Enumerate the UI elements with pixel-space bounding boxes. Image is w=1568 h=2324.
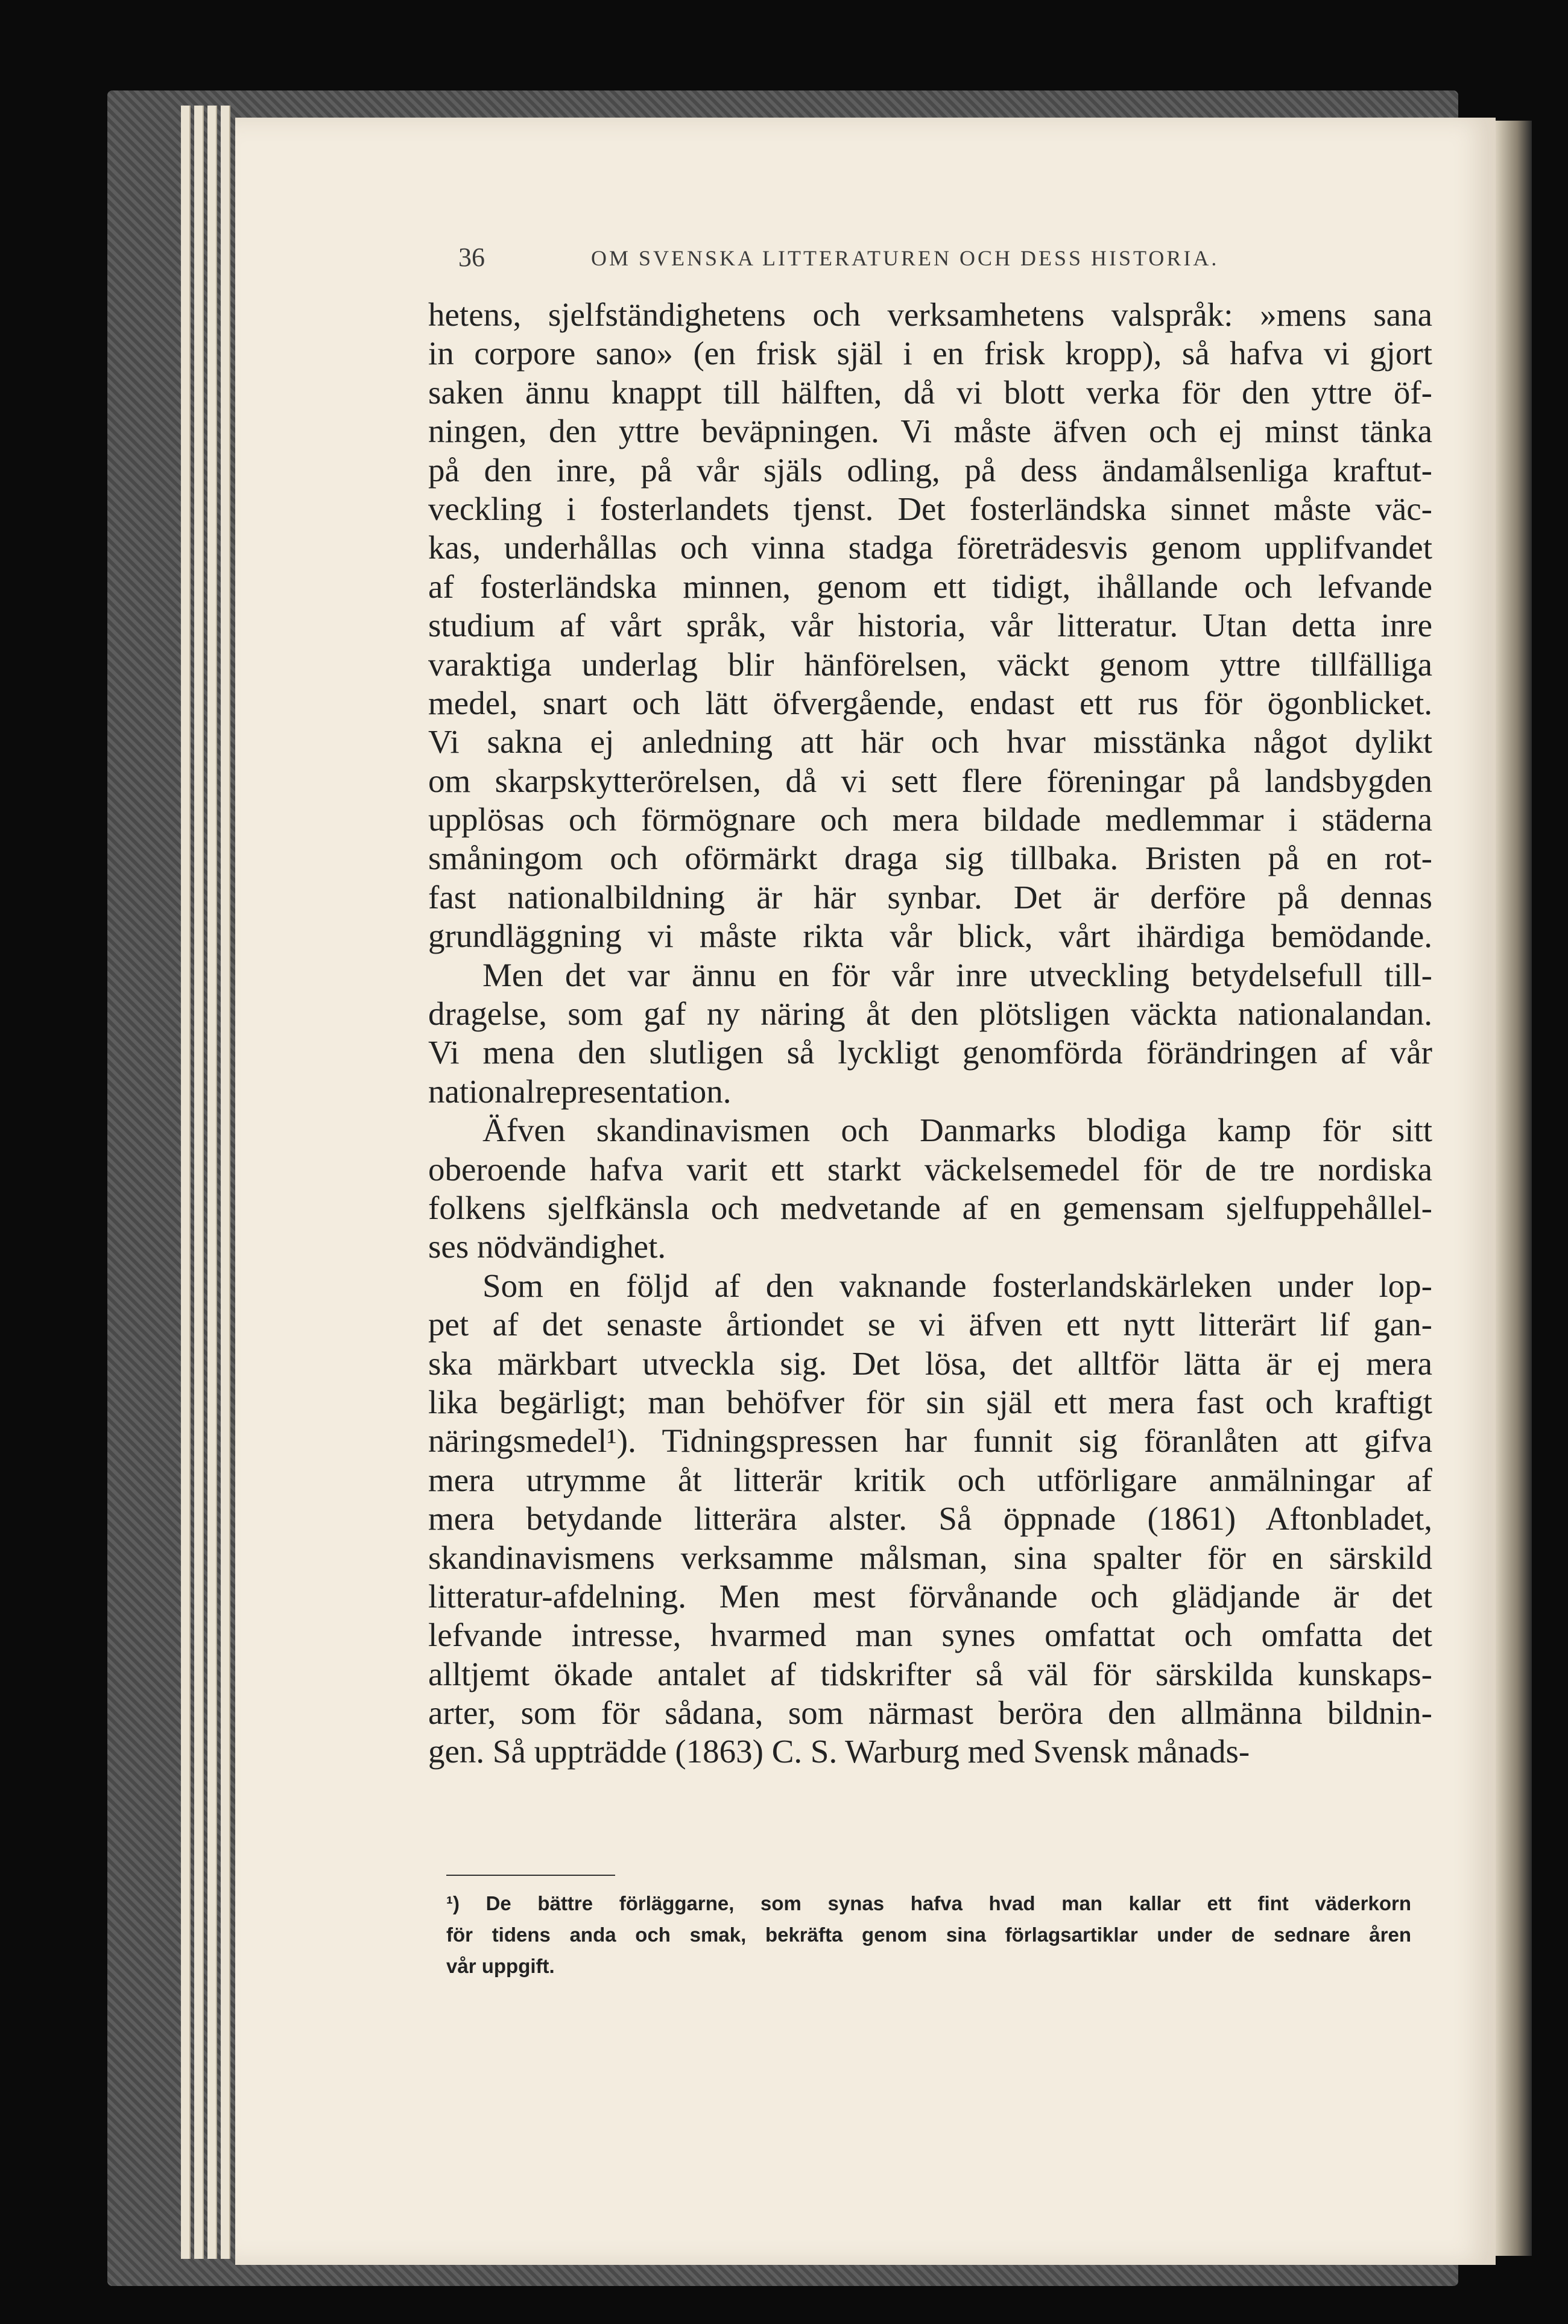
text-line: nationalrepresentation. <box>428 1072 732 1110</box>
text-line: Vi sakna ej anledning att här och hvar misstänka något dylikt <box>428 723 1432 761</box>
text-line: Men det var ännu en för vår inre utveckling betydelsefull till- <box>482 956 1432 993</box>
running-header <box>458 244 1279 280</box>
footnote-line: för tidens anda och smak, bekräfta genom sina förlagsartiklar under de sednare åren <box>446 1923 1411 1946</box>
book-gutter <box>1496 121 1532 2256</box>
text-line: mera utrymme åt litterär kritik och utförligare anmälningar af <box>428 1461 1432 1498</box>
text-line: dragelse, som gaf ny näring åt den plötsligen väckta nationalandan. <box>428 995 1432 1033</box>
text-line: fast nationalbildning är här synbar. Det är derföre på dennas <box>428 878 1432 916</box>
text-line: studium af vårt språk, vår historia, vår litteratur. Utan detta inre <box>428 607 1432 644</box>
text-line: lefvande intresse, hvarmed man synes omfattat och omfatta det <box>428 1616 1432 1654</box>
footnote-rule <box>446 1875 615 1876</box>
text-line: kas, underhållas och vinna stadga företrädesvis genom upplifvandet <box>428 529 1432 566</box>
text-line: alltjemt ökade antalet af tidskrifter så väl för särskilda kunskaps- <box>428 1655 1432 1692</box>
text-line: näringsmedel¹). Tidningspressen har funnit sig föranlåten att gifva <box>428 1422 1432 1460</box>
page-edge <box>207 106 217 2259</box>
text-line: saken ännu knappt till hälften, då vi blott verka för den yttre öf- <box>428 373 1432 411</box>
page-edge <box>221 106 230 2259</box>
text-line: folkens sjelfkänsla och medvetande af en gemensam sjelfuppehållel- <box>428 1189 1432 1226</box>
text-line: pet af det senaste årtiondet se vi äfven ett nytt litterärt lif gan- <box>428 1306 1432 1343</box>
text-line: småningom och oförmärkt draga sig tillbaka. Bristen på en rot- <box>428 840 1432 877</box>
text-line: hetens, sjelfständighetens och verksamhetens valspråk: »mens sana <box>428 296 1432 333</box>
text-line: arter, som för sådana, som närmast beröra den allmänna bildnin- <box>428 1694 1432 1732</box>
text-line: in corpore sano» (en frisk själ i en frisk kropp), så hafva vi gjort <box>428 335 1432 372</box>
body-text <box>428 296 1432 1771</box>
text-line: Som en följd af den vaknande fosterlandskärleken under lop- <box>482 1267 1432 1304</box>
text-line: af fosterländska minnen, genom ett tidigt, ihållande och lefvande <box>428 568 1432 605</box>
footnote <box>446 1888 1411 1982</box>
text-line: grundläggning vi måste rikta vår blick, vårt ihärdiga bemödande. <box>428 917 1432 955</box>
page-number: 36 <box>458 242 485 272</box>
footnote-line: vår uppgift. <box>446 1955 555 1977</box>
text-line: ska märkbart utveckla sig. Det lösa, det alltför lätta är ej mera <box>428 1344 1432 1382</box>
footnote-line: ¹) De bättre förläggarne, som synas hafva hvad man kallar ett fint väderkorn <box>446 1892 1411 1914</box>
text-line: varaktiga underlag blir hänförelsen, väckt genom yttre tillfälliga <box>428 645 1432 683</box>
text-line: ses nödvändighet. <box>428 1228 666 1265</box>
text-line: skandinavismens verksamme målsman, sina spalter för en särskild <box>428 1539 1432 1576</box>
text-line: lika begärligt; man behöfver för sin själ ett mera fast och kraftigt <box>428 1383 1432 1420</box>
text-line: gen. Så uppträdde (1863) C. S. Warburg med Svensk månads- <box>428 1733 1250 1770</box>
text-line: litteratur-afdelning. Men mest förvånande och glädjande är det <box>428 1577 1432 1615</box>
text-line: oberoende hafva varit ett starkt väckelsemedel för de tre nordiska <box>428 1150 1432 1188</box>
text-line: upplösas och förmögnare och mera bildade medlemmar i städerna <box>428 801 1432 838</box>
text-line: veckling i fosterlandets tjenst. Det fosterländska sinnet måste väc- <box>428 490 1432 527</box>
text-line: Vi mena den slutligen så lyckligt genomförda förändringen af vår <box>428 1034 1432 1071</box>
page-edge <box>181 106 191 2259</box>
text-line: mera betydande litterära alster. Så öppnade (1861) Aftonbladet, <box>428 1500 1432 1537</box>
text-line: ningen, den yttre beväpningen. Vi måste äfven och ej minst tänka <box>428 413 1432 450</box>
text-line: Äfven skandinavismen och Danmarks blodiga kamp för sitt <box>482 1112 1432 1149</box>
text-line: om skarpskytterörelsen, då vi sett flere föreningar på landsbygden <box>428 762 1432 799</box>
text-line: på den inre, på vår själs odling, på dess ändamålsenliga kraftut- <box>428 451 1432 489</box>
page-edge <box>194 106 204 2259</box>
text-line: medel, snart och lätt öfvergående, endast ett rus för ögonblicket. <box>428 684 1432 721</box>
running-title: OM SVENSKA LITTERATUREN OCH DESS HISTORIA. <box>591 246 1219 270</box>
